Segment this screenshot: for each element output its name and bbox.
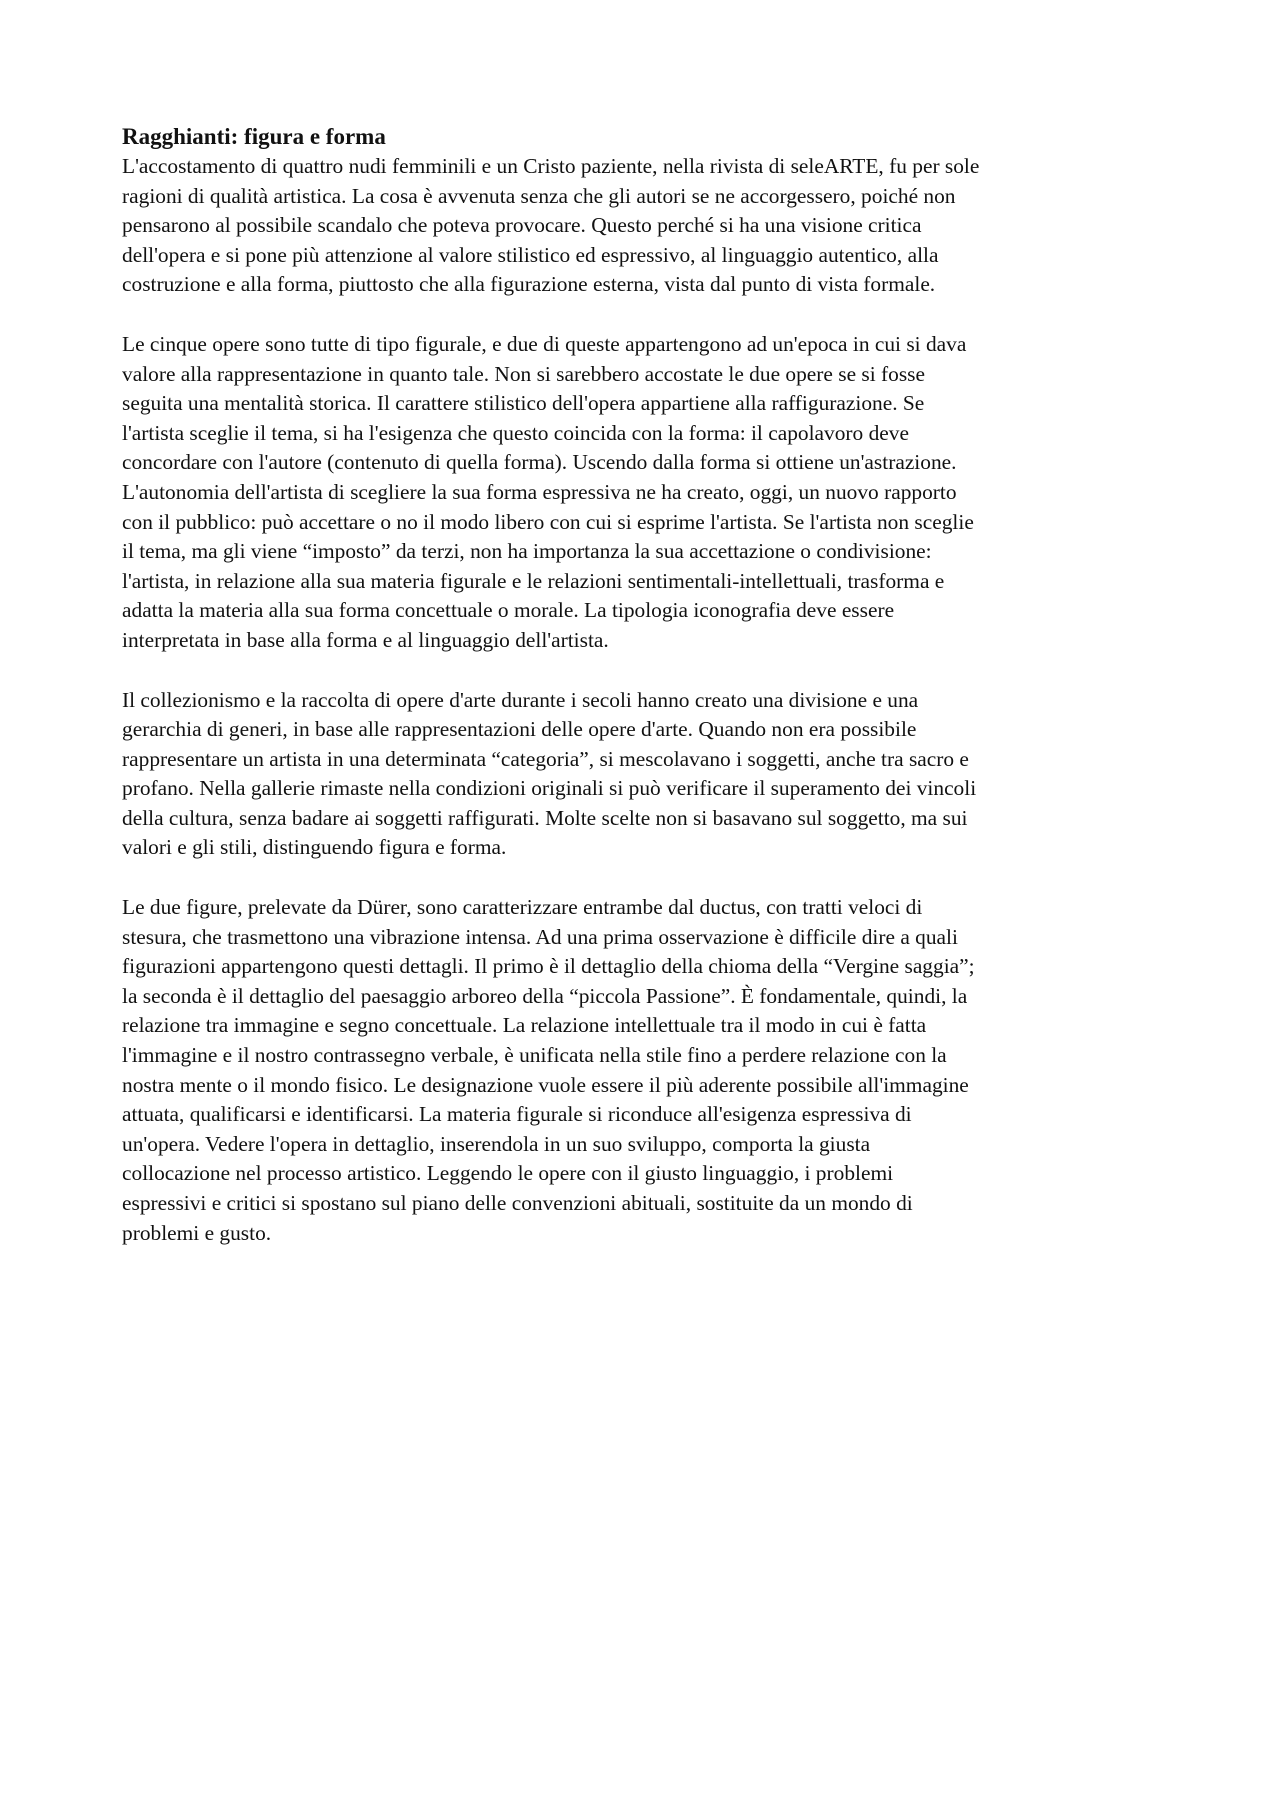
paragraph-spacer — [122, 863, 1172, 893]
paragraph-2: Le cinque opere sono tutte di tipo figurale, e due di queste appartengono ad un'epoca in cui si dava valore alla rappresentazione in quanto tale. Non si sarebbero accostate le due opere se si fosse seguita una mentalità storica. Il carattere stilistico dell'opera appartiene alla raffigurazione. Se l'artista sceglie il tema, si ha l'esigenza che questo coincida con la forma: il capolavoro deve concordare con l'autore (contenuto di quella forma). Uscendo dalla forma si ottiene un'astrazione. L'autonomia dell'artista di scegliere la sua forma espressiva ne ha creato, oggi, un nuovo rapporto con il pubblico: può accettare o no il modo libero con cui si esprime l'artista. Se l'artista non sceglie il tema, ma gli viene “imposto” da terzi, non ha importanza la sua accettazione o condivisione: l'artista, in relazione alla sua materia figurale e le relazioni sentimentali-intellettuali, trasforma e adatta la materia alla sua forma concettuale o morale. La tipologia iconografia deve essere interpretata in base alla forma e al linguaggio dell'artista. — [122, 331, 974, 652]
paragraph-3: Il collezionismo e la raccolta di opere d'arte durante i secoli hanno creato una divisione e una gerarchia di generi, in base alle rappresentazioni delle opere d'arte. Quando non era possibile rappresentare un artista in una determinata “categoria”, si mescolavano i soggetti, anche tra sacro e profano. Nella gallerie rimaste nella condizioni originali si può verificare il superamento dei vincoli della cultura, senza badare ai soggetti raffigurati. Molte scelte non si basavano sul soggetto, ma sui valori e gli stili, distinguendo figura e forma. — [122, 687, 977, 860]
paragraph-spacer — [122, 300, 1172, 330]
paragraph-1: L'accostamento di quattro nudi femminili e un Cristo paziente, nella rivista di seleARTE, fu per sole ragioni di qualità artistica. La cosa è avvenuta senza che gli autori se ne accorgessero, poiché non pensarono al possibile scandalo che poteva provocare. Questo perché si ha una visione critica dell'opera e si pone più attenzione al valore stilistico ed espressivo, al linguaggio autentico, alla costruzione e alla forma, piuttosto che alla figurazione esterna, vista dal punto di vista formale. — [122, 154, 980, 297]
paragraph-spacer — [122, 656, 1172, 686]
paragraph-4: Le due figure, prelevate da Dürer, sono caratterizzare entrambe dal ductus, con tratti veloci di stesura, che trasmettono una vibrazione intensa. Ad una prima osservazione è difficile dire a quali figurazioni appartengono questi dettagli. Il primo è il dettaglio della chioma della “Vergine saggia”; la seconda è il dettaglio del paesaggio arboreo della “piccola Passione”. È fondamentale, quindi, la relazione tra immagine e segno concettuale. La relazione intellettuale tra il modo in cui è fatta l'immagine e il nostro contrassegno verbale, è unificata nella stile fino a perdere relazione con la nostra mente o il mondo fisico. Le designazione vuole essere il più aderente possibile all'immagine attuata, qualificarsi e identificarsi. La materia figurale si riconduce all'esigenza espressiva di un'opera. Vedere l'opera in dettaglio, inserendola in un suo sviluppo, comporta la giusta collocazione nel processo artistico. Leggendo le opere con il giusto linguaggio, i problemi espressivi e critici si spostano sul piano delle convenzioni abituali, sostituite da un mondo di problemi e gusto. — [122, 895, 975, 1245]
document-title: Ragghianti: figura e forma — [122, 124, 386, 149]
document-page — [122, 122, 1172, 1248]
